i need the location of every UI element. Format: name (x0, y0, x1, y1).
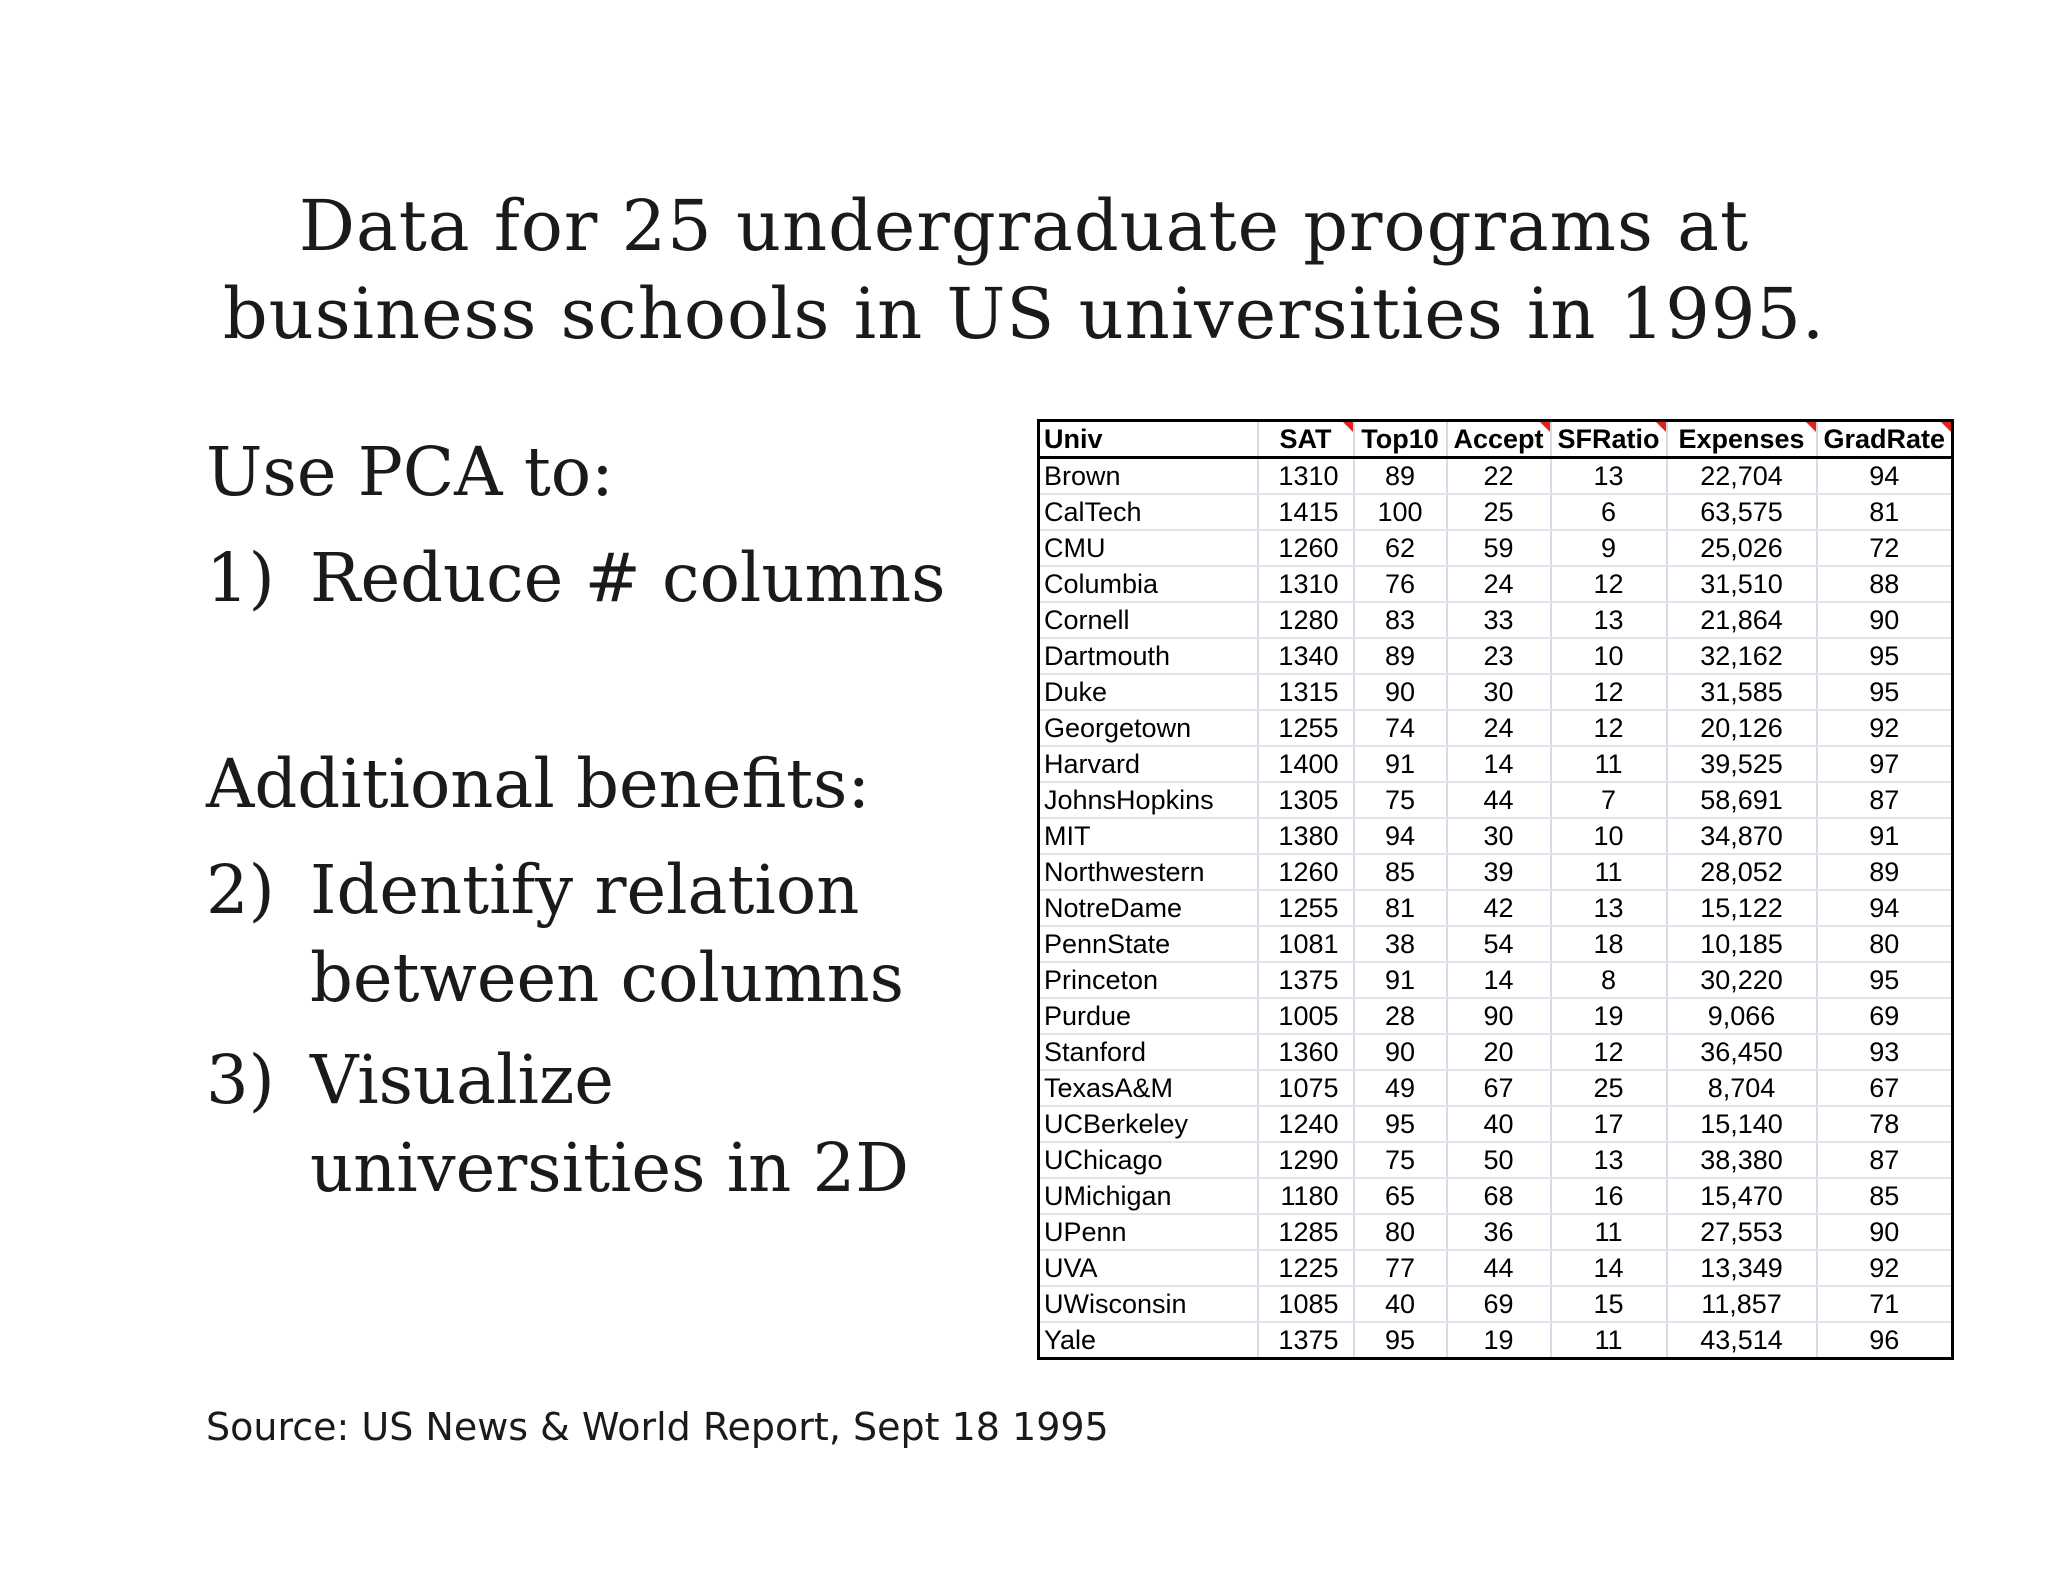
cell-expenses: 13,349 (1667, 1250, 1817, 1286)
item-number: 2) (206, 851, 275, 929)
cell-sat: 1260 (1258, 854, 1354, 890)
cell-sat: 1360 (1258, 1034, 1354, 1070)
cell-sat: 1375 (1258, 962, 1354, 998)
cell-gradrate: 91 (1817, 818, 1953, 854)
comment-flag-icon (1540, 422, 1550, 432)
cell-expenses: 8,704 (1667, 1070, 1817, 1106)
cell-expenses: 20,126 (1667, 710, 1817, 746)
cell-top10: 28 (1354, 998, 1447, 1034)
cell-sat: 1260 (1258, 530, 1354, 566)
slide-title (0, 182, 2048, 358)
cell-sfratio: 7 (1551, 782, 1667, 818)
header-sat (1258, 421, 1354, 458)
cell-univ: Brown (1039, 458, 1258, 495)
item-line: Visualize (310, 1041, 614, 1119)
table-row (1039, 638, 1953, 674)
cell-univ: Columbia (1039, 566, 1258, 602)
table-row (1039, 1106, 1953, 1142)
cell-top10: 94 (1354, 818, 1447, 854)
cell-univ: Cornell (1039, 602, 1258, 638)
cell-top10: 77 (1354, 1250, 1447, 1286)
cell-expenses: 38,380 (1667, 1142, 1817, 1178)
cell-top10: 100 (1354, 494, 1447, 530)
cell-sat: 1305 (1258, 782, 1354, 818)
cell-univ: NotreDame (1039, 890, 1258, 926)
cell-univ: PennState (1039, 926, 1258, 962)
cell-sfratio: 19 (1551, 998, 1667, 1034)
cell-sfratio: 18 (1551, 926, 1667, 962)
cell-accept: 14 (1447, 746, 1551, 782)
cell-expenses: 27,553 (1667, 1214, 1817, 1250)
cell-expenses: 21,864 (1667, 602, 1817, 638)
cell-univ: TexasA&M (1039, 1070, 1258, 1106)
table-row (1039, 962, 1953, 998)
comment-flag-icon (1941, 422, 1951, 432)
cell-sfratio: 11 (1551, 1322, 1667, 1359)
cell-accept: 30 (1447, 674, 1551, 710)
cell-univ: Georgetown (1039, 710, 1258, 746)
cell-expenses: 34,870 (1667, 818, 1817, 854)
cell-top10: 95 (1354, 1322, 1447, 1359)
cell-gradrate: 88 (1817, 566, 1953, 602)
header-expenses (1667, 421, 1817, 458)
item-line: universities in 2D (310, 1129, 909, 1207)
cell-accept: 24 (1447, 710, 1551, 746)
cell-gradrate: 96 (1817, 1322, 1953, 1359)
cell-sfratio: 8 (1551, 962, 1667, 998)
cell-accept: 54 (1447, 926, 1551, 962)
header-label: Expenses (1678, 424, 1805, 454)
header-label: GradRate (1823, 424, 1946, 454)
cell-gradrate: 90 (1817, 1214, 1953, 1250)
cell-univ: Harvard (1039, 746, 1258, 782)
cell-gradrate: 95 (1817, 638, 1953, 674)
cell-gradrate: 81 (1817, 494, 1953, 530)
cell-sat: 1340 (1258, 638, 1354, 674)
table-row (1039, 1250, 1953, 1286)
table-row (1039, 926, 1953, 962)
table-row (1039, 494, 1953, 530)
cell-sat: 1075 (1258, 1070, 1354, 1106)
cell-univ: MIT (1039, 818, 1258, 854)
cell-top10: 74 (1354, 710, 1447, 746)
item-line: Identify relation (310, 851, 860, 929)
cell-sfratio: 6 (1551, 494, 1667, 530)
cell-top10: 75 (1354, 1142, 1447, 1178)
cell-expenses: 10,185 (1667, 926, 1817, 962)
cell-accept: 30 (1447, 818, 1551, 854)
cell-gradrate: 95 (1817, 674, 1953, 710)
cell-expenses: 28,052 (1667, 854, 1817, 890)
cell-accept: 14 (1447, 962, 1551, 998)
cell-top10: 91 (1354, 746, 1447, 782)
cell-top10: 83 (1354, 602, 1447, 638)
cell-accept: 59 (1447, 530, 1551, 566)
table-row (1039, 1286, 1953, 1322)
cell-expenses: 32,162 (1667, 638, 1817, 674)
cell-sat: 1310 (1258, 458, 1354, 495)
cell-top10: 49 (1354, 1070, 1447, 1106)
cell-gradrate: 92 (1817, 1250, 1953, 1286)
cell-accept: 20 (1447, 1034, 1551, 1070)
cell-univ: Dartmouth (1039, 638, 1258, 674)
cell-univ: Duke (1039, 674, 1258, 710)
header-accept (1447, 421, 1551, 458)
table-header-row (1039, 421, 1953, 458)
table-row (1039, 530, 1953, 566)
table-row (1039, 782, 1953, 818)
cell-univ: Yale (1039, 1322, 1258, 1359)
cell-sfratio: 17 (1551, 1106, 1667, 1142)
cell-sat: 1280 (1258, 602, 1354, 638)
cell-accept: 39 (1447, 854, 1551, 890)
cell-top10: 89 (1354, 638, 1447, 674)
cell-sfratio: 13 (1551, 458, 1667, 495)
cell-gradrate: 93 (1817, 1034, 1953, 1070)
cell-accept: 44 (1447, 782, 1551, 818)
table-row (1039, 1034, 1953, 1070)
cell-sfratio: 11 (1551, 1214, 1667, 1250)
cell-gradrate: 97 (1817, 746, 1953, 782)
item-number: 1) (206, 539, 275, 617)
title-line-1: Data for 25 undergraduate programs at (298, 185, 1750, 267)
cell-expenses: 63,575 (1667, 494, 1817, 530)
cell-sat: 1005 (1258, 998, 1354, 1034)
source-citation: Source: US News & World Report, Sept 18 1995 (206, 1405, 1109, 1449)
cell-expenses: 15,122 (1667, 890, 1817, 926)
cell-top10: 76 (1354, 566, 1447, 602)
cell-accept: 33 (1447, 602, 1551, 638)
cell-gradrate: 80 (1817, 926, 1953, 962)
cell-gradrate: 89 (1817, 854, 1953, 890)
header-label: SAT (1279, 424, 1332, 454)
table-body (1039, 458, 1953, 1359)
cell-expenses: 36,450 (1667, 1034, 1817, 1070)
cell-accept: 40 (1447, 1106, 1551, 1142)
comment-flag-icon (1806, 422, 1816, 432)
cell-sfratio: 11 (1551, 746, 1667, 782)
comment-flag-icon (1343, 422, 1353, 432)
cell-sfratio: 10 (1551, 818, 1667, 854)
item-line: between columns (310, 939, 905, 1017)
cell-univ: Northwestern (1039, 854, 1258, 890)
cell-expenses: 31,510 (1667, 566, 1817, 602)
cell-gradrate: 92 (1817, 710, 1953, 746)
cell-top10: 75 (1354, 782, 1447, 818)
cell-accept: 69 (1447, 1286, 1551, 1322)
cell-sat: 1255 (1258, 710, 1354, 746)
cell-expenses: 39,525 (1667, 746, 1817, 782)
cell-expenses: 43,514 (1667, 1322, 1817, 1359)
item-line: Reduce # columns (310, 539, 946, 617)
cell-sfratio: 15 (1551, 1286, 1667, 1322)
cell-univ: Purdue (1039, 998, 1258, 1034)
comment-flag-icon (1656, 422, 1666, 432)
cell-accept: 50 (1447, 1142, 1551, 1178)
cell-expenses: 15,140 (1667, 1106, 1817, 1142)
table-row (1039, 890, 1953, 926)
cell-top10: 95 (1354, 1106, 1447, 1142)
table-row (1039, 602, 1953, 638)
cell-accept: 22 (1447, 458, 1551, 495)
table-row (1039, 1214, 1953, 1250)
cell-sat: 1225 (1258, 1250, 1354, 1286)
cell-accept: 19 (1447, 1322, 1551, 1359)
universities-data-table (1037, 419, 1954, 1360)
cell-sfratio: 12 (1551, 566, 1667, 602)
cell-gradrate: 71 (1817, 1286, 1953, 1322)
cell-gradrate: 90 (1817, 602, 1953, 638)
item-number: 3) (206, 1041, 275, 1119)
header-sfratio (1551, 421, 1667, 458)
item-text (310, 1036, 909, 1212)
cell-univ: UMichigan (1039, 1178, 1258, 1214)
cell-top10: 80 (1354, 1214, 1447, 1250)
cell-sfratio: 12 (1551, 674, 1667, 710)
cell-sat: 1380 (1258, 818, 1354, 854)
table-row (1039, 710, 1953, 746)
cell-sfratio: 11 (1551, 854, 1667, 890)
table-row (1039, 1142, 1953, 1178)
cell-gradrate: 67 (1817, 1070, 1953, 1106)
cell-gradrate: 94 (1817, 890, 1953, 926)
cell-sat: 1285 (1258, 1214, 1354, 1250)
cell-expenses: 25,026 (1667, 530, 1817, 566)
table-row (1039, 854, 1953, 890)
cell-expenses: 11,857 (1667, 1286, 1817, 1322)
cell-top10: 40 (1354, 1286, 1447, 1322)
table-row (1039, 566, 1953, 602)
header-univ: Univ (1039, 421, 1258, 458)
cell-accept: 25 (1447, 494, 1551, 530)
cell-sfratio: 9 (1551, 530, 1667, 566)
cell-top10: 81 (1354, 890, 1447, 926)
cell-expenses: 31,585 (1667, 674, 1817, 710)
header-top10 (1354, 421, 1447, 458)
cell-sfratio: 13 (1551, 1142, 1667, 1178)
cell-sfratio: 14 (1551, 1250, 1667, 1286)
cell-sat: 1310 (1258, 566, 1354, 602)
cell-sat: 1255 (1258, 890, 1354, 926)
header-label: Top10 (1361, 424, 1439, 454)
cell-univ: UWisconsin (1039, 1286, 1258, 1322)
cell-gradrate: 94 (1817, 458, 1953, 495)
table-row (1039, 458, 1953, 495)
cell-sat: 1400 (1258, 746, 1354, 782)
cell-top10: 62 (1354, 530, 1447, 566)
cell-univ: CMU (1039, 530, 1258, 566)
cell-top10: 91 (1354, 962, 1447, 998)
cell-expenses: 15,470 (1667, 1178, 1817, 1214)
table-row (1039, 746, 1953, 782)
cell-sat: 1081 (1258, 926, 1354, 962)
cell-accept: 24 (1447, 566, 1551, 602)
cell-sat: 1240 (1258, 1106, 1354, 1142)
cell-univ: JohnsHopkins (1039, 782, 1258, 818)
cell-gradrate: 95 (1817, 962, 1953, 998)
cell-expenses: 9,066 (1667, 998, 1817, 1034)
table-row (1039, 998, 1953, 1034)
table-row (1039, 1178, 1953, 1214)
cell-sat: 1415 (1258, 494, 1354, 530)
cell-top10: 90 (1354, 1034, 1447, 1070)
cell-sat: 1180 (1258, 1178, 1354, 1214)
cell-gradrate: 85 (1817, 1178, 1953, 1214)
cell-univ: UVA (1039, 1250, 1258, 1286)
cell-gradrate: 78 (1817, 1106, 1953, 1142)
cell-gradrate: 87 (1817, 1142, 1953, 1178)
cell-univ: CalTech (1039, 494, 1258, 530)
cell-expenses: 22,704 (1667, 458, 1817, 495)
cell-accept: 36 (1447, 1214, 1551, 1250)
cell-accept: 42 (1447, 890, 1551, 926)
cell-sat: 1315 (1258, 674, 1354, 710)
cell-sfratio: 12 (1551, 1034, 1667, 1070)
cell-gradrate: 87 (1817, 782, 1953, 818)
cell-top10: 38 (1354, 926, 1447, 962)
item-text (310, 534, 946, 622)
cell-accept: 23 (1447, 638, 1551, 674)
item-text (310, 846, 904, 1022)
cell-top10: 65 (1354, 1178, 1447, 1214)
cell-accept: 90 (1447, 998, 1551, 1034)
cell-top10: 89 (1354, 458, 1447, 495)
title-line-2: business schools in US universities in 1995. (222, 273, 1826, 355)
header-label: SFRatio (1557, 424, 1660, 454)
cell-sfratio: 13 (1551, 890, 1667, 926)
cell-univ: UChicago (1039, 1142, 1258, 1178)
header-gradrate (1817, 421, 1953, 458)
cell-gradrate: 69 (1817, 998, 1953, 1034)
header-label: Accept (1453, 424, 1544, 454)
cell-top10: 90 (1354, 674, 1447, 710)
cell-accept: 68 (1447, 1178, 1551, 1214)
cell-accept: 44 (1447, 1250, 1551, 1286)
cell-sat: 1375 (1258, 1322, 1354, 1359)
table-row (1039, 1322, 1953, 1359)
cell-sfratio: 16 (1551, 1178, 1667, 1214)
cell-univ: UCBerkeley (1039, 1106, 1258, 1142)
cell-univ: Princeton (1039, 962, 1258, 998)
cell-top10: 85 (1354, 854, 1447, 890)
cell-univ: Stanford (1039, 1034, 1258, 1070)
cell-sfratio: 25 (1551, 1070, 1667, 1106)
use-pca-heading: Use PCA to: (206, 433, 614, 511)
cell-sfratio: 10 (1551, 638, 1667, 674)
cell-sfratio: 12 (1551, 710, 1667, 746)
cell-expenses: 58,691 (1667, 782, 1817, 818)
additional-benefits-heading: Additional benefits: (206, 745, 871, 823)
table-row (1039, 674, 1953, 710)
cell-sat: 1085 (1258, 1286, 1354, 1322)
table-row (1039, 1070, 1953, 1106)
cell-gradrate: 72 (1817, 530, 1953, 566)
cell-expenses: 30,220 (1667, 962, 1817, 998)
cell-sat: 1290 (1258, 1142, 1354, 1178)
cell-sfratio: 13 (1551, 602, 1667, 638)
cell-univ: UPenn (1039, 1214, 1258, 1250)
table-row (1039, 818, 1953, 854)
cell-accept: 67 (1447, 1070, 1551, 1106)
